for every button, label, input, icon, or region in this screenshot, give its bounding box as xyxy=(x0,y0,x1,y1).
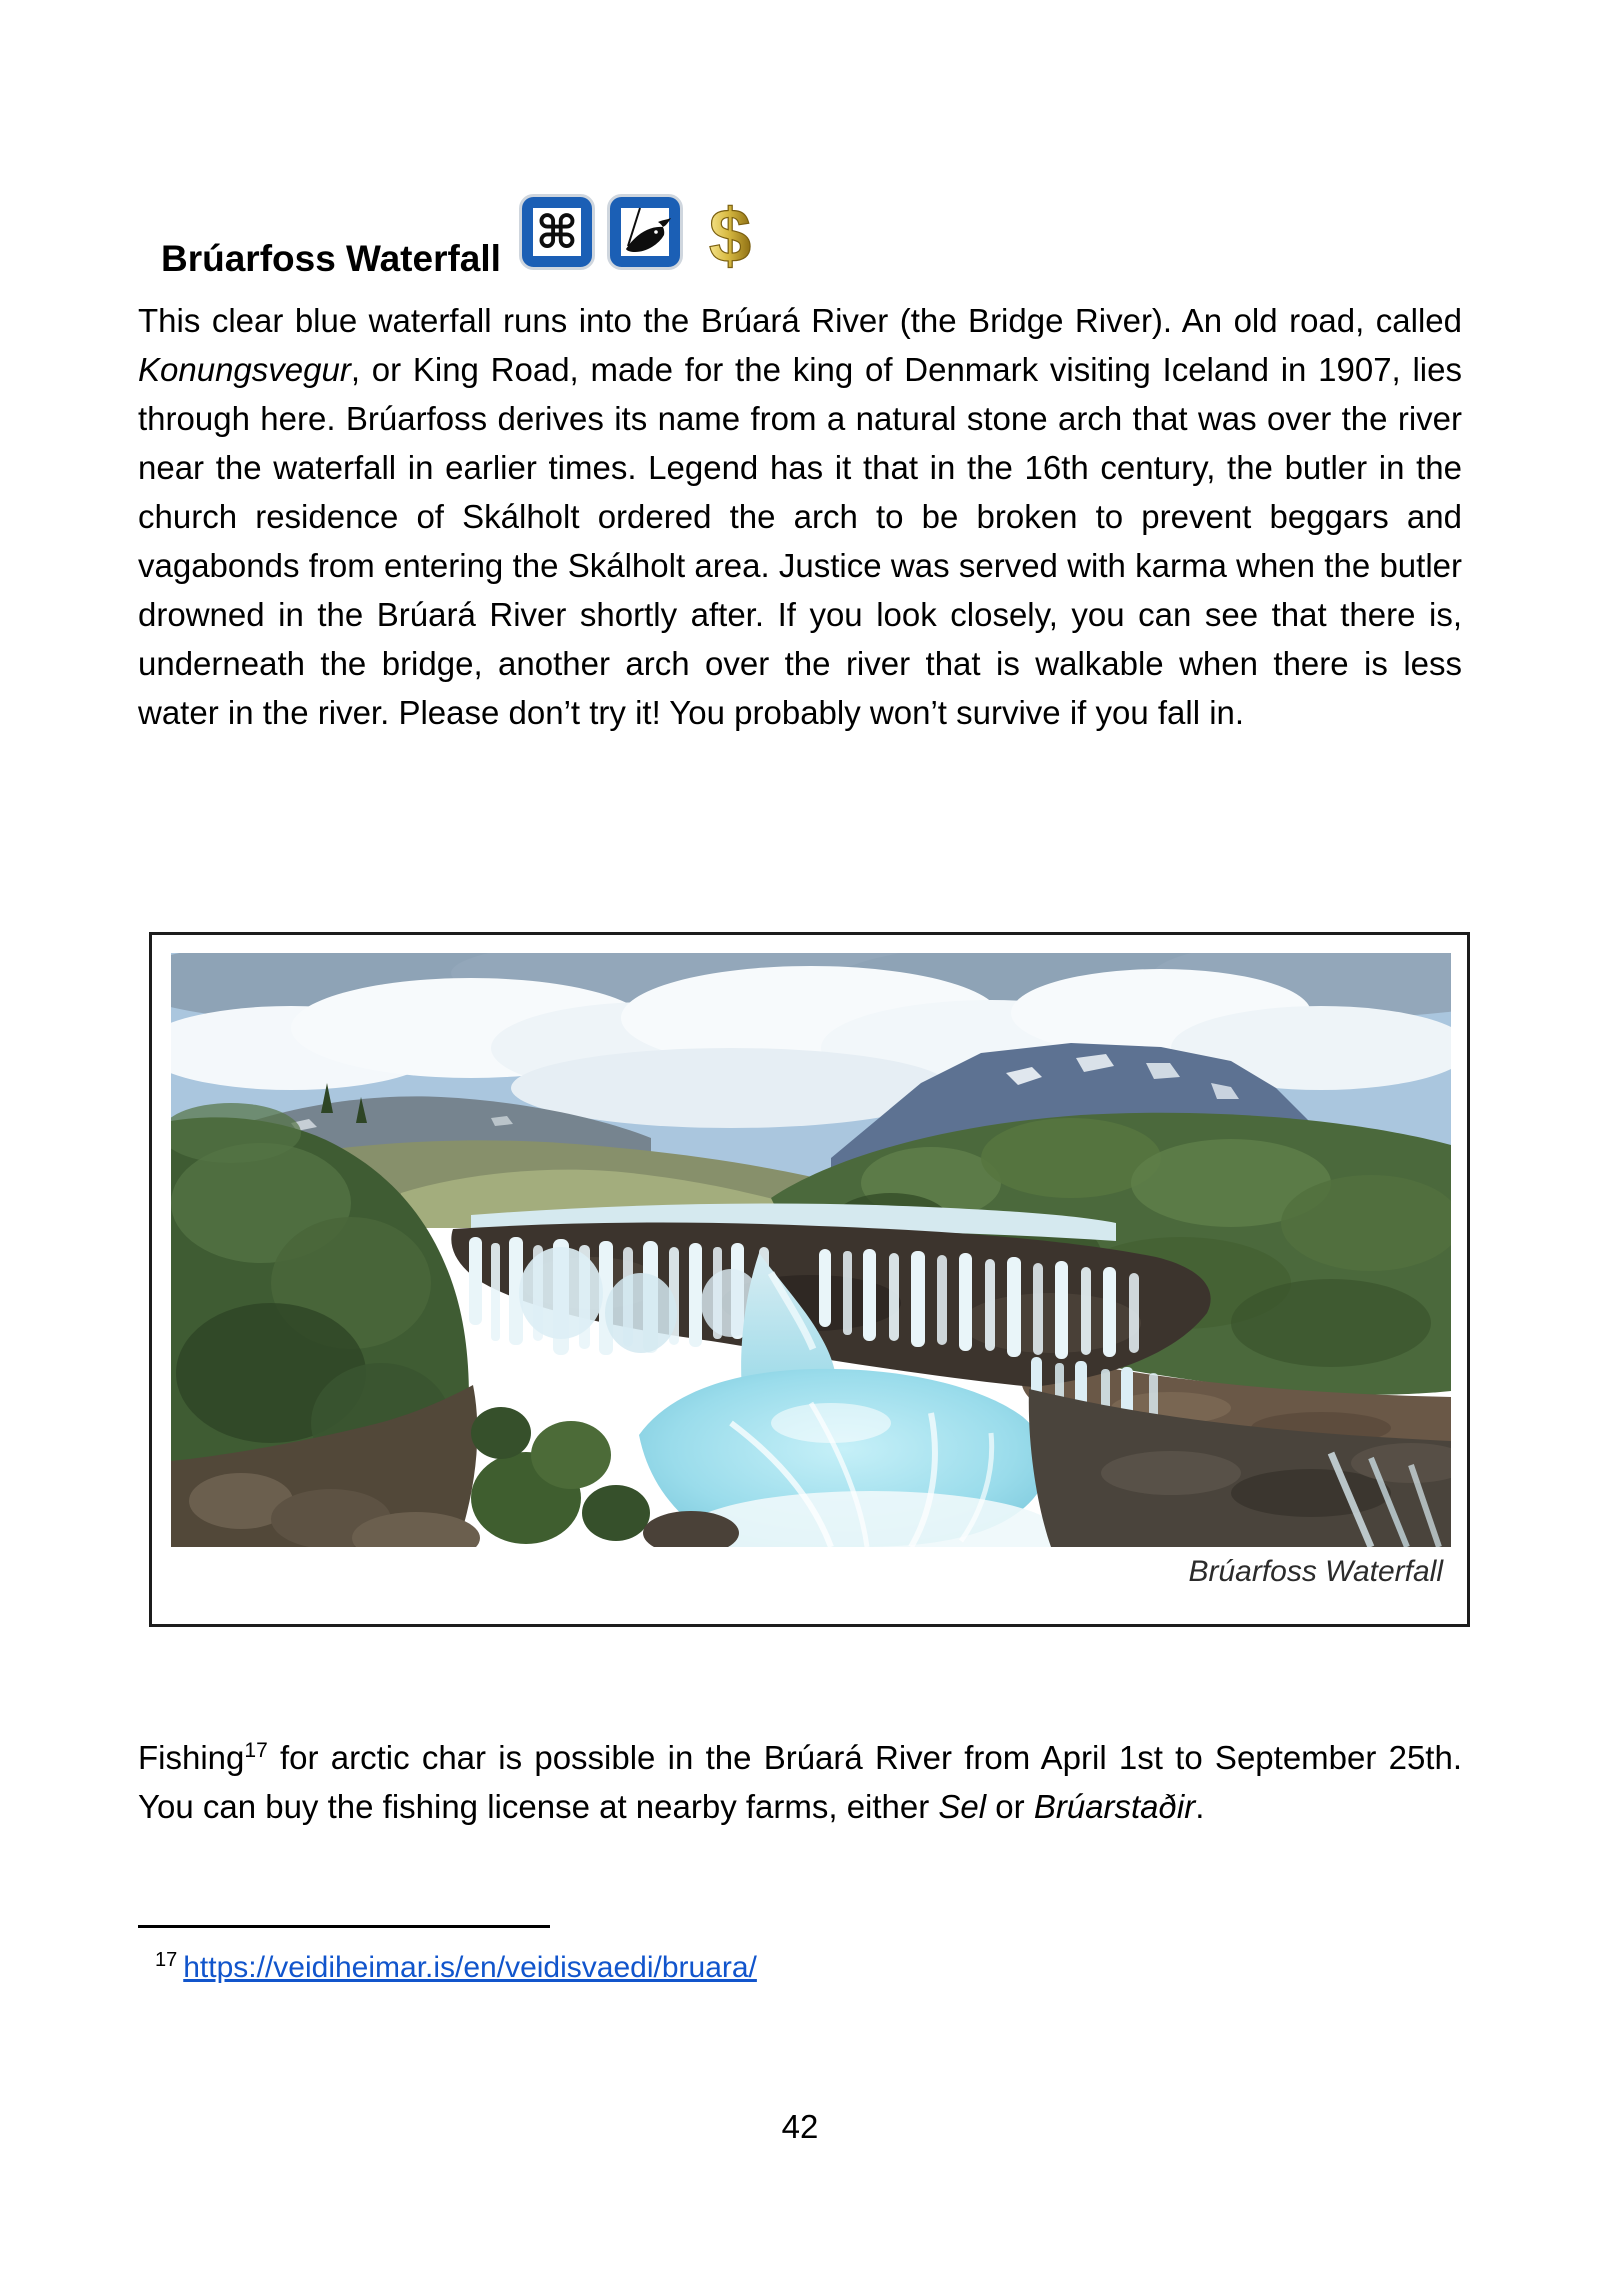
fishing-text-3: or xyxy=(986,1788,1034,1825)
dollar-cost-icon xyxy=(701,200,759,272)
section-heading xyxy=(161,192,759,282)
svg-text:$: $ xyxy=(708,200,752,272)
svg-text:⌘: ⌘ xyxy=(535,205,579,259)
footnote-separator xyxy=(138,1925,550,1928)
intro-italic-konungsvegur: Konungsvegur xyxy=(138,351,351,388)
intro-text-2: , or King Road, made for the king of Denmark visiting Iceland in 1907, lies through here. Brúarfoss derives its name from a natural stone arch that was over the river near the waterfall in earlier times. Legend has it that in the 16th century, the butler in the church residence of Skálholt ordered the arch to be broken to prevent beggars and vagabonds from entering the Skálholt area. Justice was served with karma when the butler drowned in the Brúará River shortly after. If you look closely, you can see that there is, underneath the bridge, another arch over the river that is walkable when there is less water in the river. Please don’t try it! You probably won’t survive if you fall in. xyxy=(138,351,1462,731)
waterfall-figure xyxy=(149,932,1470,1627)
fishing-icon xyxy=(607,194,683,270)
intro-paragraph xyxy=(138,296,1462,737)
footnote xyxy=(155,1948,757,1988)
fishing-italic-sel: Sel xyxy=(938,1788,987,1825)
place-of-interest-icon xyxy=(519,194,595,270)
fishing-text-1: Fishing xyxy=(138,1739,245,1776)
waterfall-photo xyxy=(171,953,1451,1547)
fishing-text-2: for arctic char is possible in the Brúará River from April 1st to September 25th. You can buy the fishing license at nearby farms, either xyxy=(138,1739,1462,1825)
photo-caption: Brúarfoss Waterfall xyxy=(1188,1555,1443,1588)
page-title: Brúarfoss Waterfall xyxy=(161,238,501,279)
fishing-text-4: . xyxy=(1195,1788,1205,1825)
page-number: 42 xyxy=(781,2108,819,2145)
intro-text-1: This clear blue waterfall runs into the Brúará River (the Bridge River). An old road, called xyxy=(138,302,1462,339)
fishing-paragraph xyxy=(138,1733,1462,1831)
fishing-italic-bruarstadir: Brúarstaðir xyxy=(1033,1788,1196,1825)
footnote-number: 17 xyxy=(155,1949,178,1971)
footnote-reference-17: 17 xyxy=(244,1739,268,1762)
footnote-link[interactable]: https://veidiheimar.is/en/veidisvaedi/bruara/ xyxy=(183,1951,757,1984)
